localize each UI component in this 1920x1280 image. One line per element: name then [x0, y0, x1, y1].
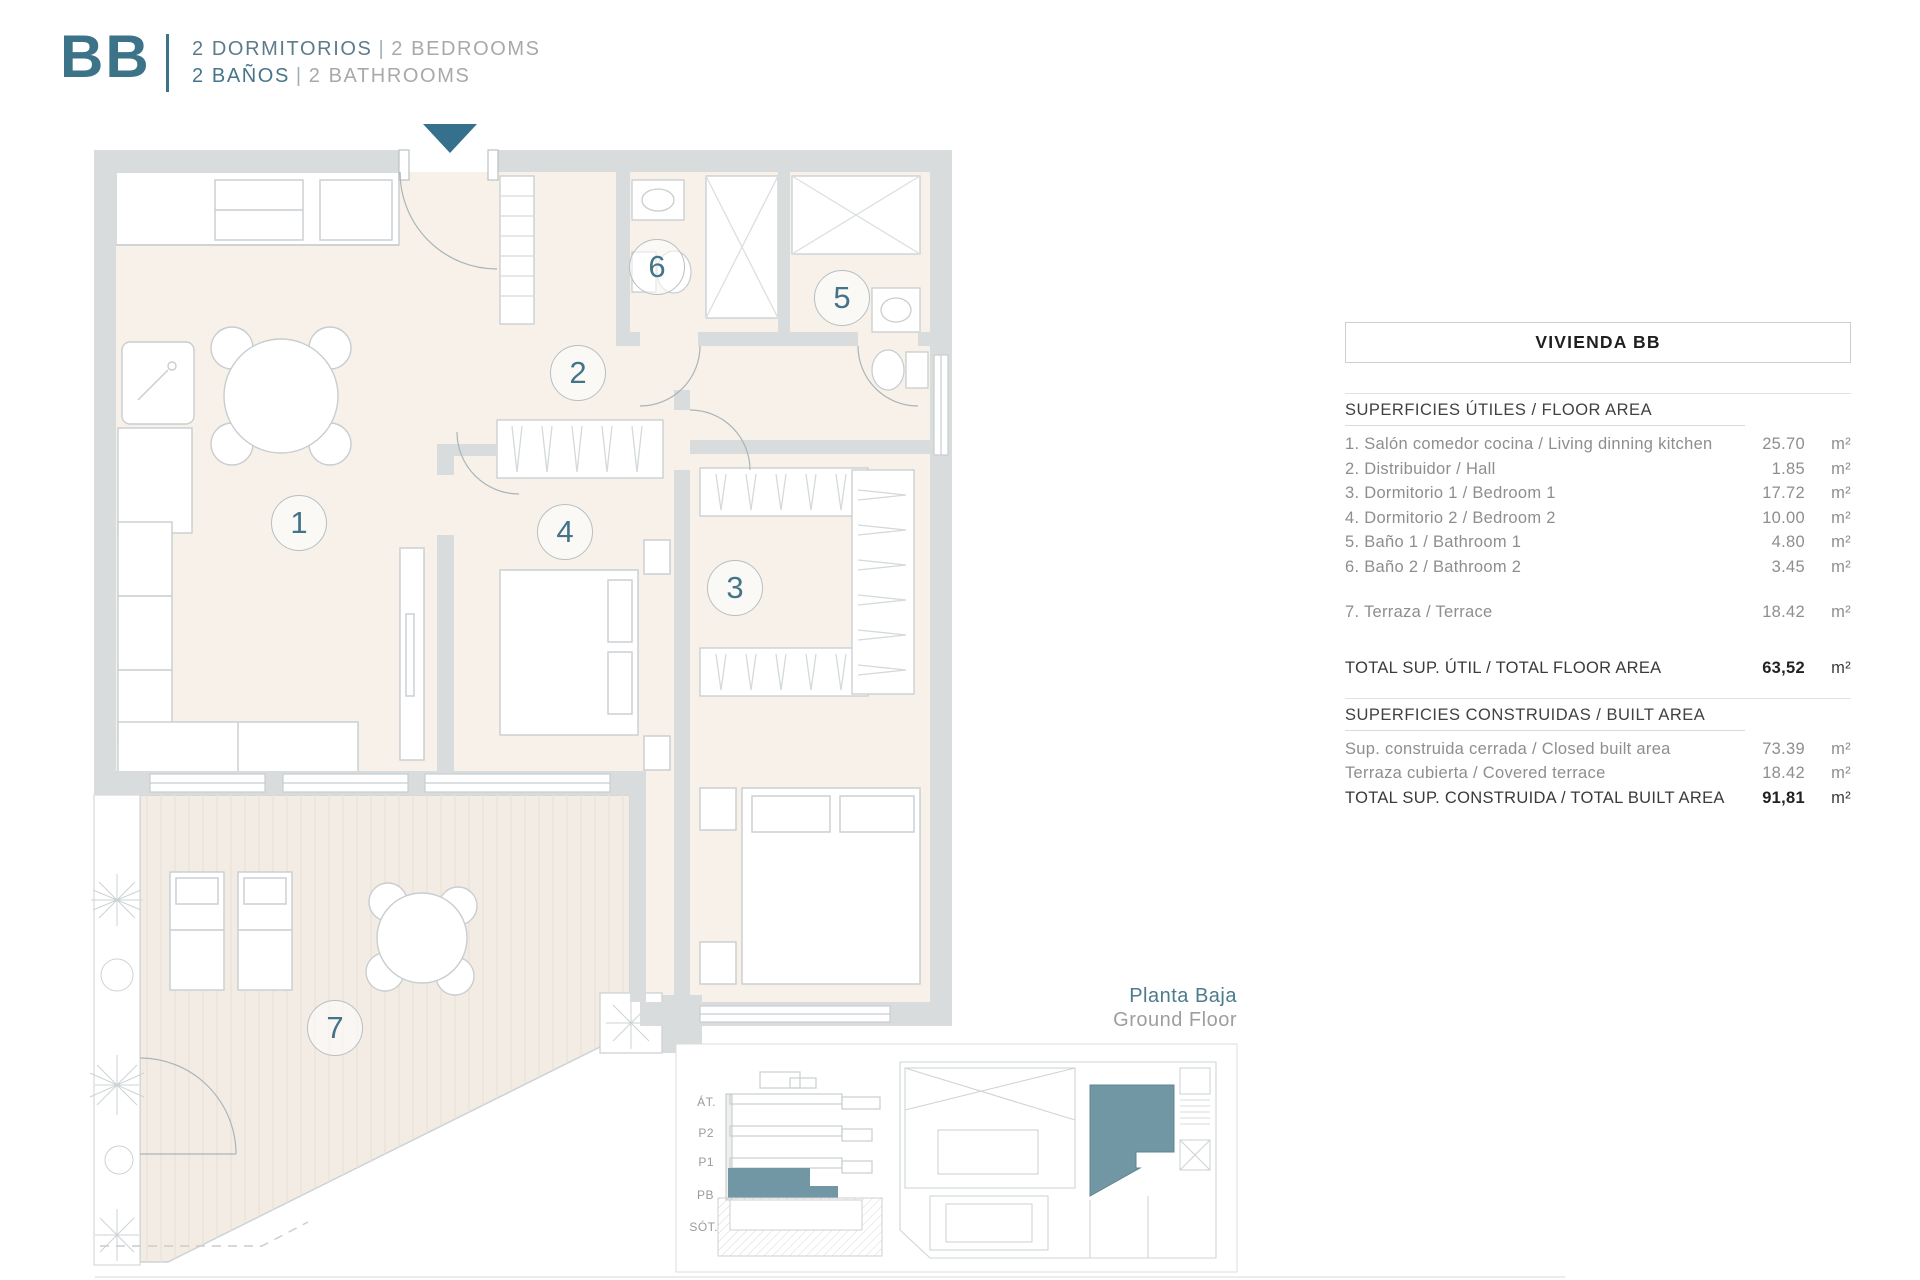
floor-area-rows — [1345, 432, 1851, 580]
room-badge-bathroom2: 6 — [629, 239, 685, 295]
row-unit: m² — [1831, 788, 1851, 807]
divider — [1345, 425, 1745, 426]
dining-table — [211, 327, 351, 465]
divider — [1345, 393, 1851, 394]
table-row — [1345, 432, 1851, 457]
row-value: 18.42 — [1762, 602, 1805, 621]
room-badge-hall: 2 — [550, 345, 606, 401]
page-bottom-rule — [95, 1276, 1565, 1278]
row-value: 73.39 — [1762, 739, 1805, 758]
divider — [1345, 698, 1851, 699]
shower — [792, 176, 920, 254]
row-label: 3. Dormitorio 1 / Bedroom 1 — [1345, 484, 1556, 503]
logo-divider — [166, 34, 169, 92]
row-unit: m² — [1831, 533, 1851, 552]
table-row — [1345, 737, 1851, 762]
row-value: 3.45 — [1771, 557, 1805, 576]
row-unit: m² — [1831, 459, 1851, 478]
level-label: ÁT. — [697, 1095, 716, 1109]
level-label: PB — [696, 1188, 714, 1202]
table-row — [1345, 555, 1851, 580]
wardrobe — [497, 420, 663, 478]
row-unit: m² — [1831, 764, 1851, 783]
floor-name-es: Planta Baja — [1129, 985, 1237, 1007]
bathroom-sink — [872, 288, 920, 332]
row-unit: m² — [1831, 659, 1851, 678]
room-badge-bedroom1: 3 — [707, 560, 763, 616]
built-area-rows — [1345, 737, 1851, 811]
row-value: 4.80 — [1771, 533, 1805, 552]
row-label: Sup. construida cerrada / Closed built area — [1345, 739, 1671, 758]
room-badge-bedroom2: 4 — [537, 504, 593, 560]
row-value: 91,81 — [1762, 788, 1805, 807]
row-unit: m² — [1831, 739, 1851, 758]
table-row — [1345, 530, 1851, 555]
row-label: TOTAL SUP. ÚTIL / TOTAL FLOOR AREA — [1345, 659, 1662, 678]
bathrooms-es: 2 BAÑOS — [192, 65, 290, 87]
bathrooms-en: 2 BATHROOMS — [308, 65, 471, 87]
row-label: 7. Terraza / Terrace — [1345, 602, 1493, 621]
row-label: 4. Dormitorio 2 / Bedroom 2 — [1345, 508, 1556, 527]
row-label: 1. Salón comedor cocina / Living dinning kitchen — [1345, 435, 1713, 453]
logo-bb: BB — [60, 23, 151, 90]
separator: | — [378, 38, 386, 60]
table-row-total-built-area — [1345, 786, 1851, 811]
table-row-terrace — [1345, 600, 1851, 625]
row-label: 5. Baño 1 / Bathroom 1 — [1345, 533, 1522, 552]
divider — [1345, 730, 1745, 731]
room-badge-bathroom1: 5 — [814, 270, 870, 326]
row-unit: m² — [1831, 508, 1851, 527]
level-label: P1 — [698, 1155, 714, 1169]
row-unit: m² — [1831, 484, 1851, 503]
row-value: 63,52 — [1762, 659, 1805, 678]
terrace-table — [366, 883, 477, 995]
table-row-total-floor-area — [1345, 656, 1851, 681]
tv-unit — [400, 548, 424, 760]
sun-lounger — [238, 872, 292, 990]
sun-lounger — [170, 872, 224, 990]
area-table — [1345, 322, 1851, 811]
row-label: 6. Baño 2 / Bathroom 2 — [1345, 557, 1522, 576]
hall-closet — [500, 176, 534, 324]
planter-strip — [94, 795, 140, 1265]
shower — [706, 176, 778, 318]
separator: | — [295, 65, 303, 87]
site-plan — [676, 1044, 1237, 1272]
kitchen-counter — [116, 172, 399, 245]
row-value: 17.72 — [1762, 484, 1805, 503]
terrace-floor — [140, 795, 630, 1262]
row-value: 18.42 — [1762, 764, 1805, 783]
entrance-arrow-icon — [423, 124, 477, 153]
built-area-section-header: SUPERFICIES CONSTRUIDAS / BUILT AREA — [1345, 705, 1706, 724]
row-value: 25.70 — [1762, 435, 1805, 453]
row-unit: m² — [1831, 557, 1851, 576]
header-line-bedrooms — [192, 36, 541, 63]
header-subtitle — [192, 36, 541, 90]
room-badge-terrace: 7 — [307, 1000, 363, 1056]
room-badge-living: 1 — [271, 495, 327, 551]
row-unit: m² — [1831, 435, 1851, 453]
toilet — [872, 350, 928, 390]
level-label: P2 — [698, 1126, 714, 1140]
section-ground — [718, 1198, 882, 1256]
table-row — [1345, 457, 1851, 482]
row-label: 2. Distribuidor / Hall — [1345, 459, 1496, 478]
floor-area-section-header: SUPERFICIES ÚTILES / FLOOR AREA — [1345, 401, 1653, 419]
table-row — [1345, 506, 1851, 531]
row-value: 10.00 — [1762, 508, 1805, 527]
header-line-bathrooms — [192, 63, 541, 90]
level-label: SÓT. — [689, 1220, 718, 1234]
row-label: Terraza cubierta / Covered terrace — [1345, 764, 1606, 783]
floor-name-label — [1037, 984, 1237, 1032]
bedrooms-en: 2 BEDROOMS — [391, 38, 541, 60]
floor-name-en: Ground Floor — [1113, 1009, 1237, 1031]
kitchen-sink — [118, 342, 194, 533]
table-row — [1345, 761, 1851, 786]
table-row — [1345, 481, 1851, 506]
bedrooms-es: 2 DORMITORIOS — [192, 38, 373, 60]
area-table-title: VIVIENDA BB — [1345, 322, 1851, 363]
bathroom-sink — [632, 180, 684, 220]
row-value: 1.85 — [1771, 459, 1805, 478]
row-unit: m² — [1831, 602, 1851, 621]
row-label: TOTAL SUP. CONSTRUIDA / TOTAL BUILT AREA — [1345, 788, 1725, 807]
